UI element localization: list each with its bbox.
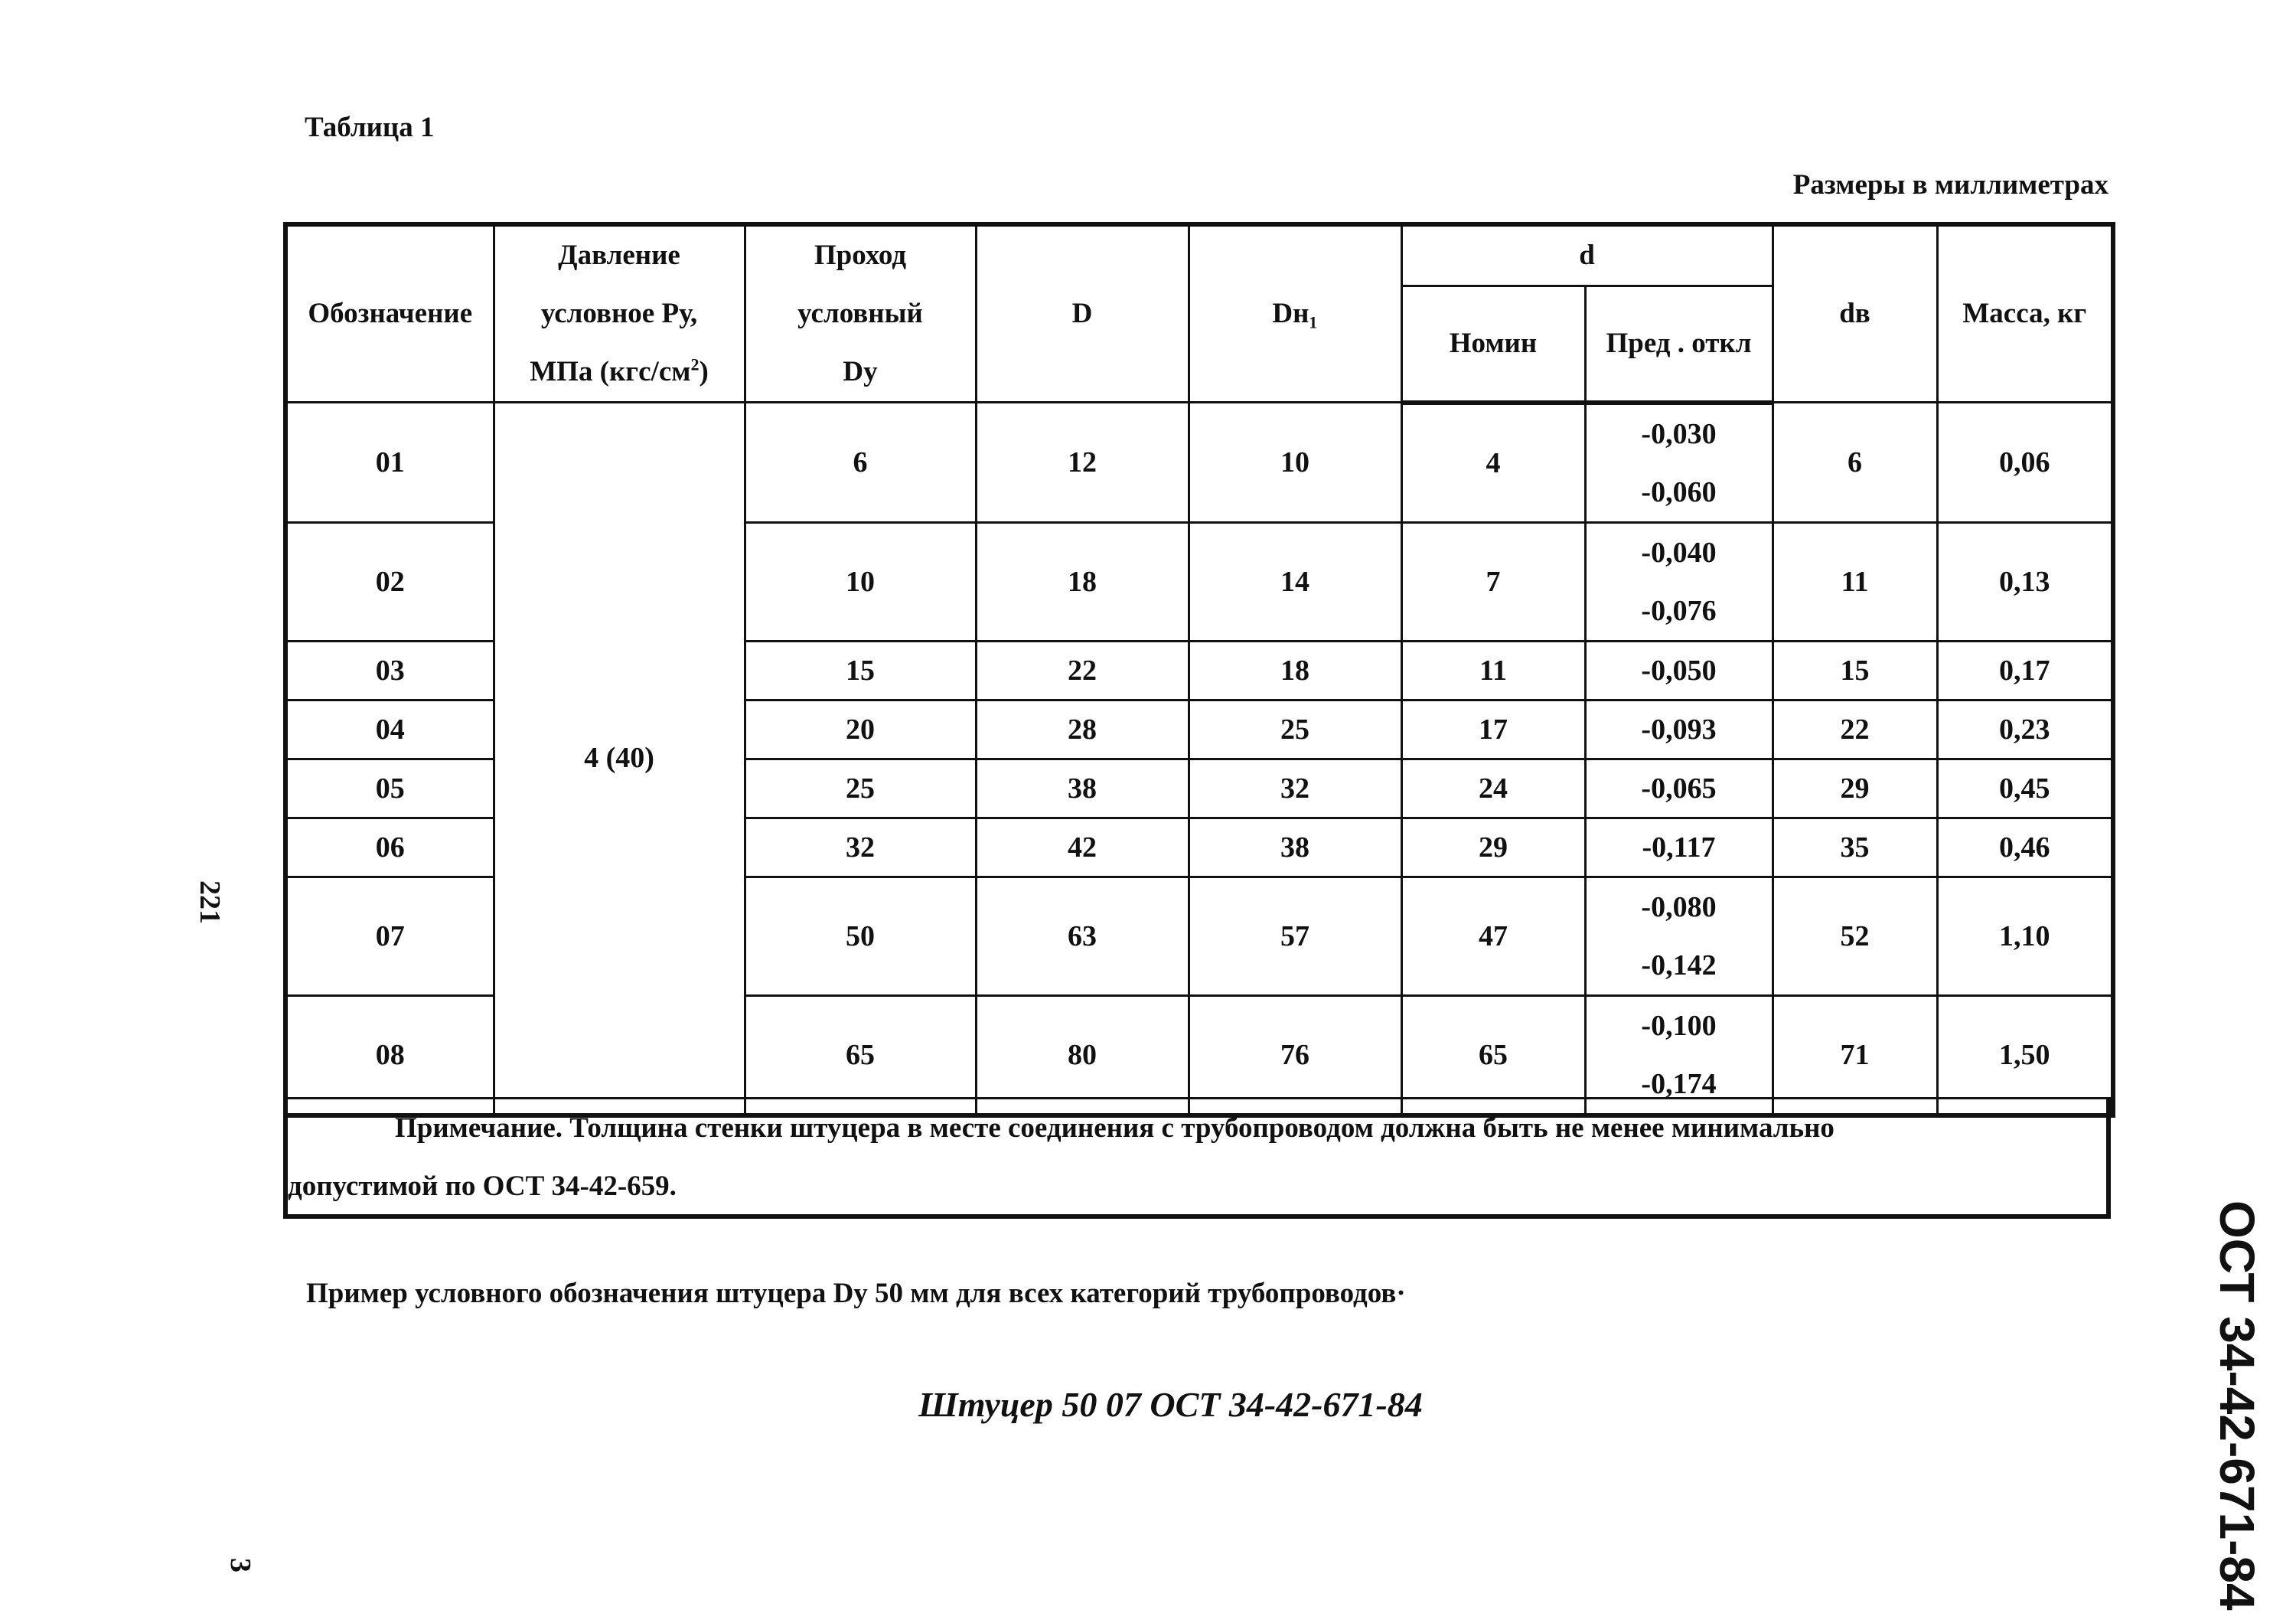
cell-d-deviation: -0,040 -0,076 [1585,522,1773,641]
cell-dy: 20 [745,700,976,759]
cell-d-deviation: -0,100 -0,174 [1585,995,1773,1115]
cell-d-deviation: -0,117 [1585,818,1773,877]
cell-dn1: 14 [1189,522,1401,641]
cell-d-deviation: -0,093 [1585,700,1773,759]
cell-dv: 29 [1773,759,1937,818]
cell-dn1: 18 [1189,641,1401,700]
header-d: d [1401,224,1773,286]
cell-dv: 11 [1773,522,1937,641]
cell-mass: 1,50 [1937,995,2113,1115]
cell-d-nominal: 4 [1401,403,1585,523]
cell-dv: 6 [1773,403,1937,523]
header-d-deviation: Пред . откл [1585,286,1773,403]
cell-d-nominal: 29 [1401,818,1585,877]
cell-d-nominal: 47 [1401,877,1585,995]
cell-D: 18 [976,522,1189,641]
cell-dv: 52 [1773,877,1937,995]
example-caption: Пример условного обозначения штуцера Dy 50 мм для всех категорий трубопроводов· [306,1278,1406,1309]
table-caption: Таблица 1 [305,112,435,143]
cell-D: 80 [976,995,1189,1115]
cell-dy: 15 [745,641,976,700]
cell-d-nominal: 24 [1401,759,1585,818]
units-note: Размеры в миллиметрах [1792,169,2108,201]
cell-d-nominal: 7 [1401,522,1585,641]
cell-mass: 0,23 [1937,700,2113,759]
cell-mass: 0,17 [1937,641,2113,700]
cell-d-deviation: -0,030 -0,060 [1585,403,1773,523]
cell-dy: 32 [745,818,976,877]
header-dv: dв [1773,224,1937,403]
cell-mass: 1,10 [1937,877,2113,995]
cell-designation: 07 [285,877,494,995]
cell-dn1: 32 [1189,759,1401,818]
cell-dn1: 57 [1189,877,1401,995]
cell-pressure: 4 (40) [494,403,745,1115]
header-designation: Обозначение [285,224,494,403]
cell-mass: 0,46 [1937,818,2113,877]
cell-dy: 6 [745,403,976,523]
cell-designation: 04 [285,700,494,759]
cell-dv: 71 [1773,995,1937,1115]
cell-designation: 03 [285,641,494,700]
cell-d-nominal: 11 [1401,641,1585,700]
example-designation: Штуцер 50 07 ОСТ 34-42-671-84 [918,1385,1423,1424]
cell-designation: 08 [285,995,494,1115]
cell-D: 63 [976,877,1189,995]
header-Dn1: Dн₁ [1189,224,1401,403]
cell-dv: 35 [1773,818,1937,877]
cell-dy: 25 [745,759,976,818]
cell-d-deviation: -0,065 [1585,759,1773,818]
cell-dv: 22 [1773,700,1937,759]
page-number-top: 221 [194,880,226,924]
cell-dn1: 76 [1189,995,1401,1115]
cell-dy: 10 [745,522,976,641]
cell-dn1: 10 [1189,403,1401,523]
cell-designation: 05 [285,759,494,818]
table-row [285,403,2113,523]
document-code: ОСТ 34-42-671-84 [2210,1200,2265,1611]
cell-mass: 0,45 [1937,759,2113,818]
cell-D: 38 [976,759,1189,818]
cell-D: 12 [976,403,1189,523]
table-note: Примечание. Толщина стенки штуцера в месте соединения с трубопроводом должна быть не менее минимально допустимой по ОСТ 34-42-659. [283,1097,2111,1219]
cell-designation: 02 [285,522,494,641]
header-pressure: Давление условное Ру, МПа $(кгс/см^2)$ [494,224,745,403]
dimensions-table [283,222,2115,1118]
cell-designation: 01 [285,403,494,523]
cell-designation: 06 [285,818,494,877]
cell-D: 42 [976,818,1189,877]
cell-d-deviation: -0,080 -0,142 [1585,877,1773,995]
cell-dv: 15 [1773,641,1937,700]
cell-d-deviation: -0,050 [1585,641,1773,700]
cell-dn1: 38 [1189,818,1401,877]
cell-dn1: 25 [1189,700,1401,759]
header-D: D [976,224,1189,403]
header-mass: Масса, кг [1937,224,2113,403]
cell-dy: 50 [745,877,976,995]
header-d-nominal: Номин [1401,286,1585,403]
header-passage: Проход условный Dy [745,224,976,403]
cell-D: 28 [976,700,1189,759]
cell-mass: 0,06 [1937,403,2113,523]
cell-d-nominal: 65 [1401,995,1585,1115]
cell-dy: 65 [745,995,976,1115]
cell-D: 22 [976,641,1189,700]
page-number-bottom: 3 [224,1558,256,1572]
cell-d-nominal: 17 [1401,700,1585,759]
cell-mass: 0,13 [1937,522,2113,641]
